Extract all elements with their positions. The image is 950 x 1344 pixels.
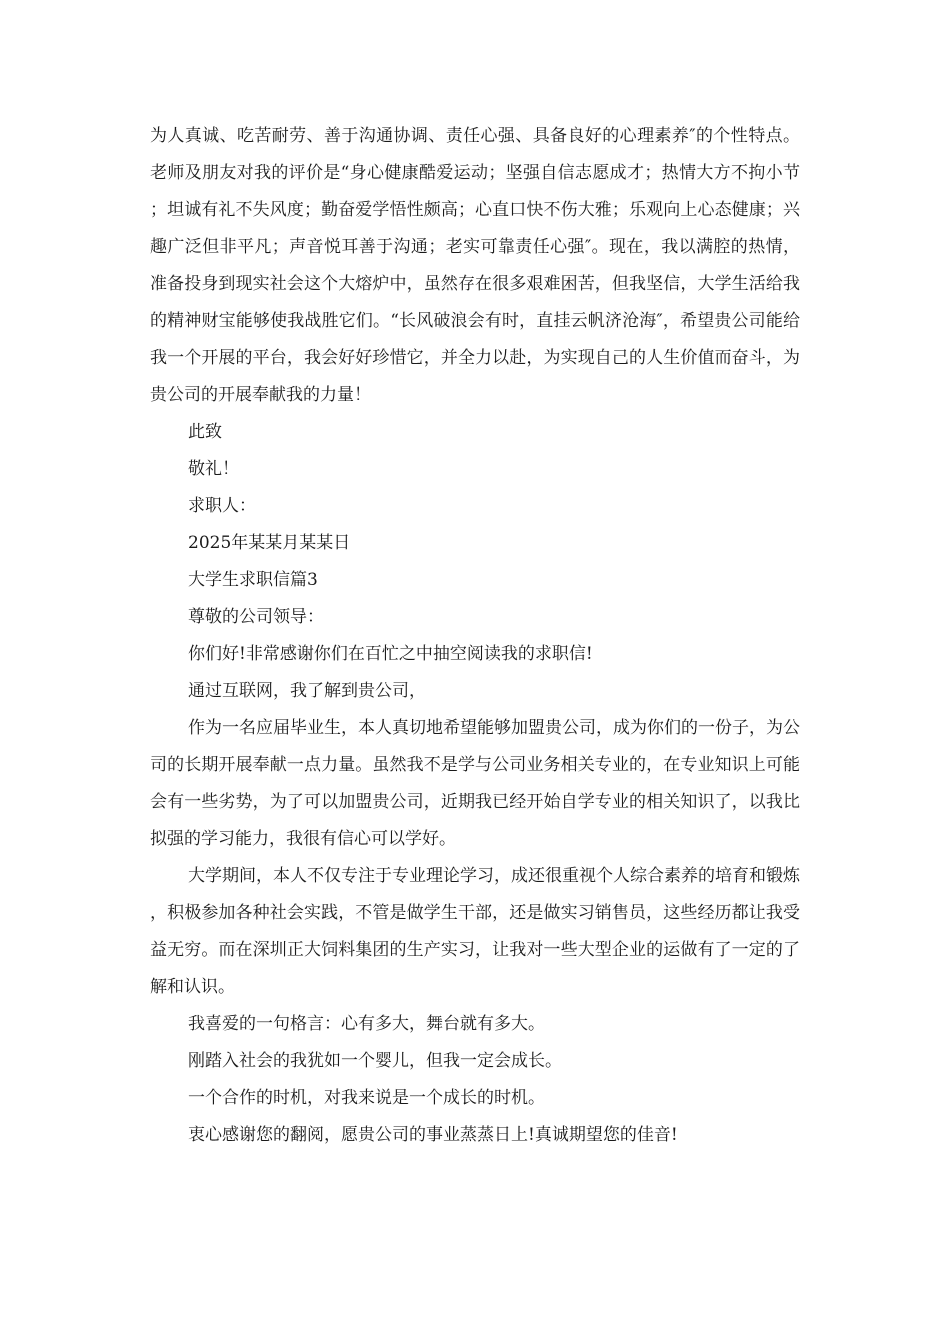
section-heading: 大学生求职信篇3: [188, 570, 318, 590]
paragraph-thanks: 你们好!非常感谢你们在百忙之中抽空阅读我的求职信!: [188, 644, 593, 664]
paragraph-final-thanks: 衷心感谢您的翻阅，愿贵公司的事业蒸蒸日上!真诚期望您的佳音!: [188, 1125, 678, 1145]
paragraph-growth: 刚踏入社会的我犹如一个婴儿，但我一定会成长。: [188, 1051, 562, 1071]
paragraph-applicant-label: 求职人：: [188, 496, 256, 516]
paragraph-self-evaluation: 为人真诚、吃苦耐劳、善于沟通协调、责任心强、具备良好的心理素养″的个性特点。老师及朋友对我的评价是“身心健康酷爱运动；坚强自信志愿成才；热情大方不拘小节；坦诚有礼不失风度；勤奋爱学悟性颇高；心直口快不伤大雅；乐观向上心态健康；兴趣广泛但非平凡；声音悦耳善于沟通；老实可靠责任心强″。现在，我以满腔的热情，准备投身到现实社会这个大熔炉中，虽然存在很多艰难困苦，但我坚信，大学生活给我的精神财宝能够使我战胜它们。“长风破浪会有时，直挂云帆济沧海″，希望贵公司能给我一个开展的平台，我会好好珍惜它，并全力以赴，为实现自己的人生价值而奋斗，为贵公司的开展奉献我的力量！: [150, 126, 800, 405]
paragraph-opportunity: 一个合作的时机，对我来说是一个成长的时机。: [188, 1088, 545, 1108]
paragraph-closing-salutation: 此致: [188, 422, 222, 442]
paragraph-date: 2025年某某月某某日: [188, 533, 351, 553]
paragraph-motto: 我喜爱的一句格言：心有多大，舞台就有多大。: [188, 1014, 545, 1034]
paragraph-source: 通过互联网，我了解到贵公司，: [188, 681, 426, 701]
paragraph-greeting: 尊敬的公司领导：: [188, 607, 324, 627]
paragraph-regards: 敬礼！: [188, 459, 239, 479]
paragraph-university-experience: 大学期间，本人不仅专注于专业理论学习，成还很重视个人综合素养的培育和锻炼，积极参加各种社会实践，不管是做学生干部，还是做实习销售员，这些经历都让我受益无穷。而在深圳正大饲料集团的生产实习，让我对一些大型企业的运做有了一定的了解和认识。: [150, 866, 800, 997]
document-body: [150, 118, 800, 1154]
paragraph-motivation: 作为一名应届毕业生，本人真切地希望能够加盟贵公司，成为你们的一份子，为公司的长期开展奉献一点力量。虽然我不是学与公司业务相关专业的，在专业知识上可能会有一些劣势，为了可以加盟贵公司，近期我已经开始自学专业的相关知识了，以我比拟强的学习能力，我很有信心可以学好。: [150, 718, 800, 849]
